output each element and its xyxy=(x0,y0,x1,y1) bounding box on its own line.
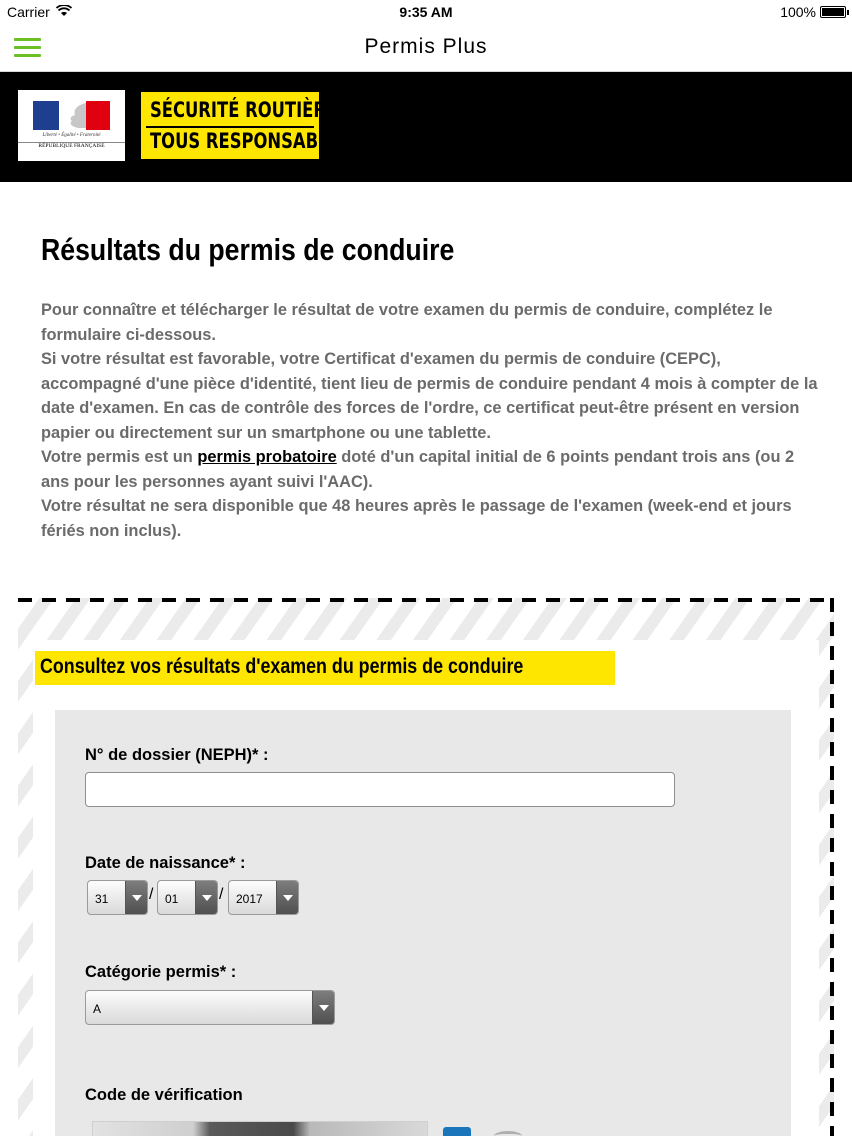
page-title: Résultats du permis de conduire xyxy=(41,232,455,267)
category-label: Catégorie permis* : xyxy=(85,963,237,981)
verification-label: Code de vérification xyxy=(85,1086,243,1104)
logo-rf-text: RÉPUBLIQUE FRANÇAISE xyxy=(18,142,125,149)
status-time: 9:35 AM xyxy=(399,4,453,20)
form-title-text: Consultez vos résultats d'examen du permis de conduire xyxy=(40,655,524,678)
status-bar xyxy=(0,0,852,24)
chevron-down-icon xyxy=(276,881,298,914)
logo-motto: Liberté • Égalité • Fraternité xyxy=(42,133,101,138)
birth-year-select[interactable] xyxy=(228,880,299,915)
battery-icon xyxy=(820,6,846,18)
header-banner xyxy=(0,72,852,182)
intro-paragraph-1: Pour connaître et télécharger le résultat de votre examen du permis de conduire, complétez le formulaire ci-dessous. xyxy=(41,301,773,344)
birth-month-value: 01 xyxy=(165,892,179,906)
date-separator: / xyxy=(149,886,154,903)
battery-percent: 100% xyxy=(780,4,816,20)
permis-probatoire-link[interactable]: permis probatoire xyxy=(197,448,337,466)
birth-day-select[interactable] xyxy=(87,880,148,915)
securite-line2: TOUS RESPONSABLES xyxy=(150,129,352,153)
chevron-down-icon xyxy=(195,881,217,914)
category-select[interactable] xyxy=(85,990,335,1025)
refresh-icon[interactable] xyxy=(494,1131,522,1136)
securite-line1: SÉCURITÉ ROUTIÈRE xyxy=(150,98,338,122)
intro-paragraph-2: Si votre résultat est favorable, votre Certificat d'examen du permis de conduire (CEPC), accompagné d'une pièce d'identité, tient lieu de permis de conduire pendant 4 mois à compter de la date d'examen. En cas de contrôle des forces de l'ordre, ce certificat peut-être présent en version papier ou directement sur un smartphone ou une tablette. xyxy=(41,350,818,442)
carrier-label: Carrier xyxy=(7,4,50,20)
app-title: Permis Plus xyxy=(364,35,488,58)
marianne-flag xyxy=(33,101,110,130)
nav-bar xyxy=(0,24,852,72)
intro-paragraph-3-start: Votre permis est un xyxy=(41,448,198,466)
birth-year-value: 2017 xyxy=(236,892,263,906)
form-title xyxy=(35,651,615,685)
neph-label: N° de dossier (NEPH)* : xyxy=(85,746,269,764)
category-value: A xyxy=(93,1002,102,1016)
date-separator: / xyxy=(219,886,224,903)
audio-icon[interactable] xyxy=(443,1127,471,1136)
intro-paragraph-4: Votre résultat ne sera disponible que 48 heures après le passage de l'examen (week-end et jours fériés non inclus). xyxy=(41,497,792,540)
form-frame-dashed-top xyxy=(18,598,834,602)
birthdate-label: Date de naissance* : xyxy=(85,854,246,872)
birth-month-select[interactable] xyxy=(157,880,218,915)
intro-paragraph-3-end: doté d'un capital initial de 6 points pendant trois ans (ou 2 ans pour les personnes ayant suivi l'AAC). xyxy=(41,448,795,491)
neph-input[interactable] xyxy=(85,772,675,807)
captcha-image xyxy=(92,1121,428,1136)
intro-paragraph-3 xyxy=(41,445,821,494)
birth-day-value: 31 xyxy=(95,892,109,906)
chevron-down-icon xyxy=(125,881,147,914)
form-frame-dashed-right xyxy=(830,598,834,1136)
intro-text xyxy=(41,298,821,543)
chevron-down-icon xyxy=(312,991,334,1024)
securite-routiere-logo xyxy=(141,92,352,159)
republique-francaise-logo xyxy=(18,90,125,161)
